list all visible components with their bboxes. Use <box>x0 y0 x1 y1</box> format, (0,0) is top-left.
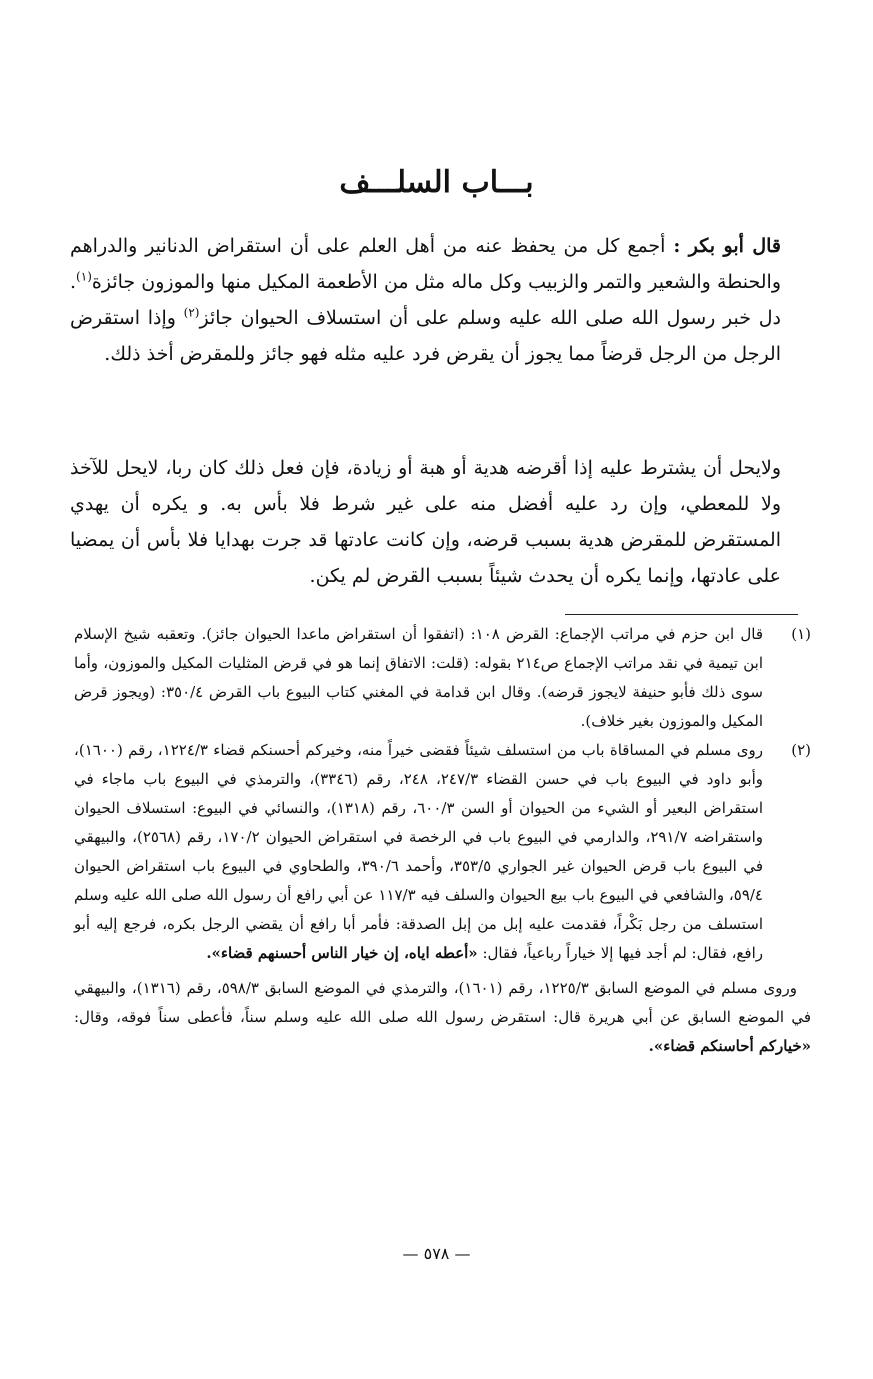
footnote-ref-2[interactable]: (٢) <box>183 305 200 320</box>
footnote-number: (١) <box>791 625 811 643</box>
paragraph-text: أجمع كل من يحفظ عنه من أهل العلم على أن استقراض الدنانير والدراهم والحنطة والشعير والتمر والزبيب وكل ماله مثل من الأطعمة المكيل منها والموزون جائزة <box>70 235 781 293</box>
footnote-body: روى مسلم في المساقاة باب من استسلف شيئاً فقضى خيراً منه، وخيركم أحسنكم قضاء ١٢٢٤/٣، رقم (١٦٠٠)، وأبو داود في البيوع باب في حسن القضاء ٢٤٧/٣، ٢٤٨، رقم (٣٣٤٦)، والترمذي في البيوع باب ماجاء في استقراض البعير أو الشيء من الحيوان أو السن ٦٠٠/٣، رقم (١٣١٨)، والنسائي في البيوع: استسلاف الحيوان واستقراضه ٢٩١/٧، والدارمي في البيوع باب في الرخصة في استقراض الحيوان ١٧٠/٢، رقم (٢٥٦٨)، والبيهقي في البيوع باب قرض الحيوان غير الجواري ٣٥٣/٥، وأحمد ٣٩٠/٦، والطحاوي في البيوع باب استقراض الحيوان ٥٩/٤، والشافعي في البيوع باب بيع الحيوان والسلف فيه ١١٧/٣ عن أبي رافع أن رسول الله صلى الله عليه وسلم استسلف من رجل بَكْراً، فقدمت عليه إبل من إبل الصدقة: فأمر أبا رافع أن يقضي الرجل بكره، فرجع إليه أبو رافع، فقال: لم أجد فيها إلا خياراً رباعياً، فقال: <box>74 741 764 962</box>
chapter-title: بـــاب السلـــف <box>339 165 534 200</box>
hadith-quote: «خياركم أحاسنكم قضاء». <box>648 1037 811 1055</box>
footnote-text <box>74 736 763 968</box>
footnote-text: قال ابن حزم في مراتب الإجماع: القرض ١٠٨: (اتفقوا أن استقراض ماعدا الحيوان جائز). وتعقبه شيخ الإسلام ابن تيمية في نقد مراتب الإجماع ص٢١٤ بقوله: (قلت: الاتفاق إنما هو في قرض المثليات المكيل والموزون، وأما سوى ذلك فأبو حنيفة لايجوز قرضه). وقال ابن قدامة في المغني كتاب البيوع باب القرض ٣٥٠/٤: (ويجوز قرض المكيل والموزون بغير خلاف). <box>74 625 763 730</box>
main-paragraph-1 <box>70 228 781 372</box>
footnote-divider <box>565 614 798 615</box>
main-paragraph-2: ولايحل أن يشترط عليه إذا أقرضه هدية أو هبة أو زيادة، فإن فعل ذلك كان ربا، لايحل للآخذ ولا للمعطي، وإن رد عليه أفضل منه على غير شرط فلا بأس به. و يكره أن يهدي المستقرض للمقرض هدية بسبب قرضه، وإن كانت عادتها قد جرت بهدايا فلا بأس أن يمضيا على عادتها، وإنما يكره أن يحدث شيئاً بسبب القرض لم يكن. <box>70 457 781 587</box>
page-number: — ٥٧٨ — <box>402 1244 471 1263</box>
paragraph-text: . دل خبر رسول الله صلى الله عليه وسلم على أن استسلاف الحيوان جائز <box>70 271 781 329</box>
footnote-2-continuation <box>74 974 811 1061</box>
footnote-2 <box>74 736 811 968</box>
paragraph-text: وإذا استقرض الرجل من الرجل قرضاً مما يجوز أن يقرض فرد عليه مثله فهو جائز وللمقرض أخذ ذلك. <box>70 307 781 365</box>
footnote-1 <box>74 620 811 736</box>
speaker-label: قال أبو بكر : <box>673 235 781 257</box>
footnote-ref-1[interactable]: (١) <box>76 269 92 284</box>
footnote-number: (٢) <box>791 741 811 759</box>
hadith-quote: «أعطه اياه، إن خيار الناس أحسنهم قضاء». <box>206 944 478 962</box>
footnotes-section <box>74 620 811 1061</box>
footnote-body: وروى مسلم في الموضع السابق ١٢٢٥/٣، رقم (١٦٠١)، والترمذي في الموضع السابق ٥٩٨/٣، رقم (١٣١٦)، والبيهقي في الموضع السابق عن أبي هريرة قال: استقرض رسول الله صلى الله عليه وسلم سناً، فأعطى سناً فوقه، وقال: <box>74 979 811 1026</box>
